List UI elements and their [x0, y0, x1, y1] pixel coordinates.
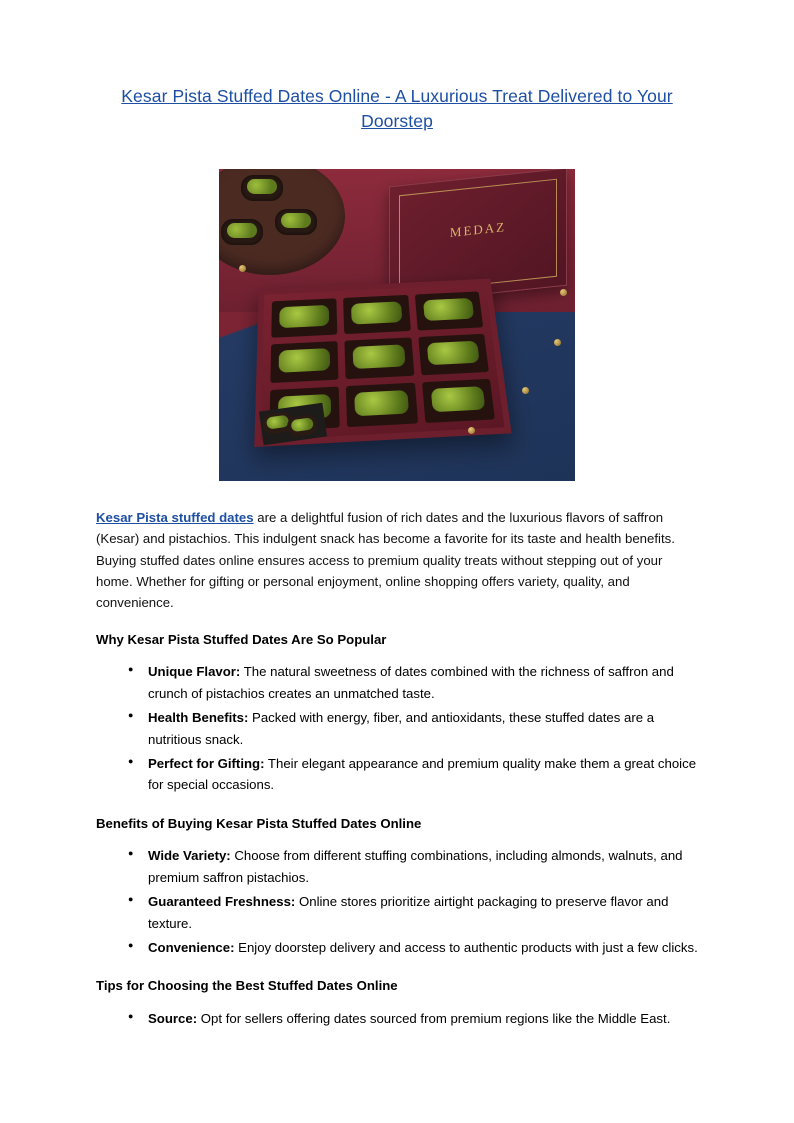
tray-cell: [270, 341, 338, 383]
tray-cell: [271, 298, 337, 338]
gold-bead-icon: [522, 387, 529, 394]
bullet-list-benefits: [96, 845, 698, 958]
section-heading-tips: Tips for Choosing the Best Stuffed Dates Online: [96, 978, 398, 994]
list-item: [148, 707, 698, 750]
bullet-list-tips: [96, 1008, 698, 1029]
list-item-text: Online stores prioritize airtight packaging to preserve flavor and texture.: [148, 894, 669, 931]
list-item-text: Enjoy doorstep delivery and access to authentic products with just a few clicks.: [234, 939, 698, 955]
tray-cell: [343, 295, 410, 334]
list-item-lead: Wide Variety:: [148, 848, 231, 864]
list-item: [148, 661, 698, 704]
list-item: [148, 845, 698, 888]
list-item-lead: Perfect for Gifting:: [148, 755, 265, 771]
list-item: [148, 937, 698, 958]
stuffed-date: [241, 175, 283, 201]
hero-figure: [96, 169, 698, 481]
kesar-pista-stuffed-dates-link[interactable]: Kesar Pista stuffed dates: [96, 509, 254, 525]
tray-cell: [422, 379, 495, 423]
list-item-text: Their elegant appearance and premium quality make them a great choice for special occasions.: [148, 755, 697, 793]
list-item-lead: Convenience:: [148, 939, 235, 955]
page-title: Kesar Pista Stuffed Dates Online - A Luxurious Treat Delivered to Your Doorstep: [121, 86, 673, 132]
bullet-list-popular: [96, 661, 698, 795]
list-item-lead: Source:: [148, 1011, 198, 1027]
brand-logo-text: MEDAZ: [449, 218, 507, 240]
tray-cell: [345, 337, 414, 379]
gold-bead-icon: [554, 339, 561, 346]
intro-text: are a delightful fusion of rich dates and the luxurious flavors of saffron (Kesar) and pistachios. This indulgent snack has become a favorite for its taste and health benefits. Buying stuffed dates online ensures access to premium quality treats without stepping out of your home. Whether for gifting or personal enjoyment, online shopping offers variety, quality, and convenience.: [96, 509, 675, 611]
tray-cell: [346, 382, 418, 426]
gold-bead-icon: [468, 427, 475, 434]
list-item-text: Opt for sellers offering dates sourced from premium regions like the Middle East.: [197, 1011, 671, 1027]
tray-cell: [414, 291, 483, 330]
list-item-lead: Guaranteed Freshness:: [148, 894, 296, 910]
gold-bead-icon: [239, 265, 246, 272]
list-item: [148, 1008, 698, 1029]
list-item-lead: Health Benefits:: [148, 710, 249, 726]
list-item-text: The natural sweetness of dates combined with the richness of saffron and crunch of pistachios creates an unmatched taste.: [148, 664, 674, 701]
list-item: [148, 891, 698, 934]
intro-paragraph: [96, 507, 698, 614]
list-item-lead: Unique Flavor:: [148, 664, 241, 680]
list-item-text: Packed with energy, fiber, and antioxidants, these stuffed dates are a nutritious snack.: [148, 710, 655, 747]
tray-cell: [418, 334, 489, 376]
list-item: [148, 753, 698, 796]
section-heading-benefits: Benefits of Buying Kesar Pista Stuffed Dates Online: [96, 815, 422, 831]
product-photo: [219, 169, 575, 481]
section-heading-popular: Why Kesar Pista Stuffed Dates Are So Popular: [96, 631, 387, 647]
stuffed-date: [286, 413, 318, 437]
gold-bead-icon: [560, 289, 567, 296]
list-item-text: Choose from different stuffing combinations, including almonds, walnuts, and premium saffron pistachios.: [148, 848, 683, 885]
stuffed-date: [275, 209, 317, 235]
stuffed-date: [221, 219, 263, 245]
